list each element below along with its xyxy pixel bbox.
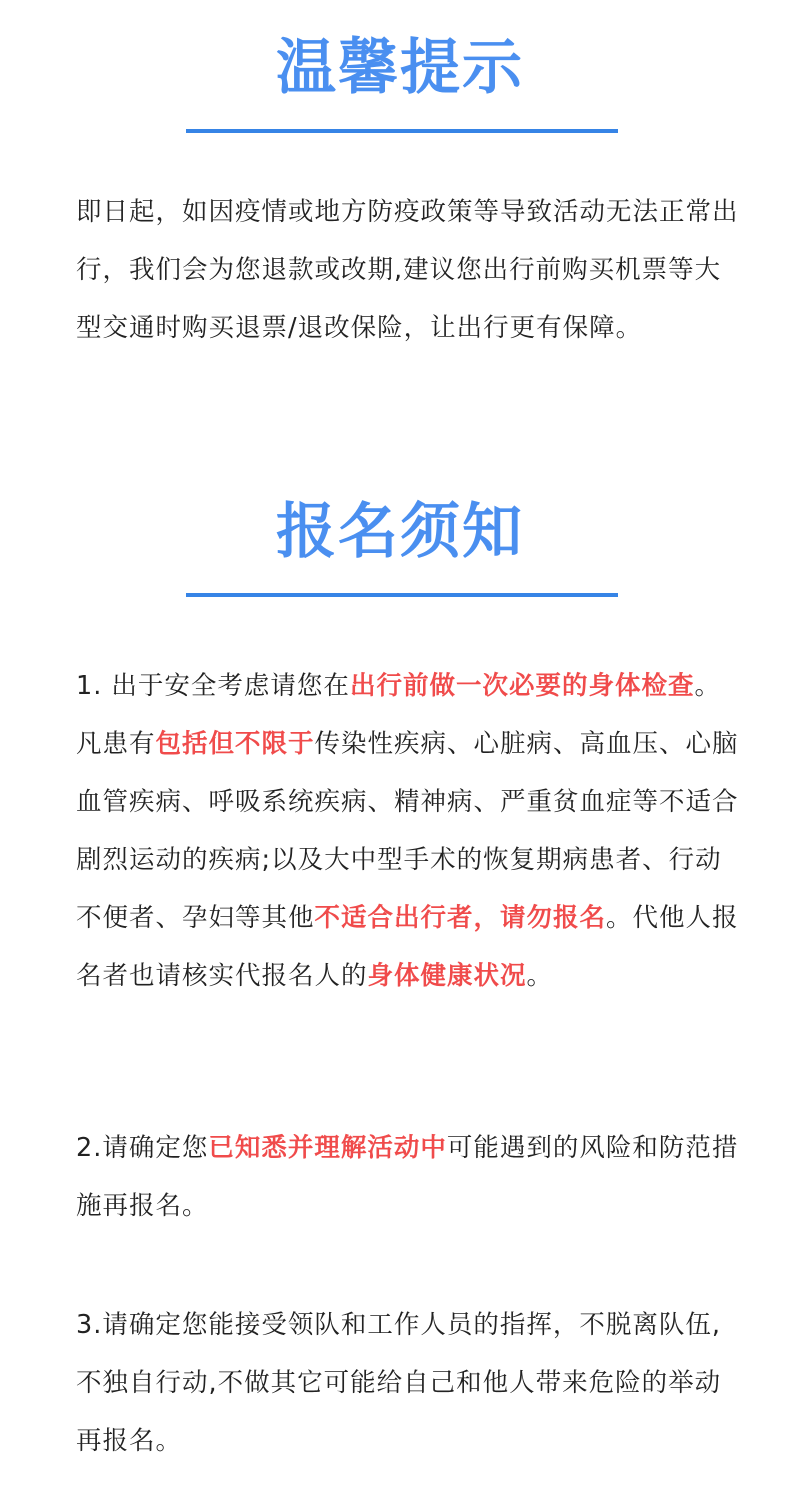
item-2-text-1: 2.请确定您 [76,1133,209,1163]
item-1-highlight-health-status: 身体健康状况 [367,961,527,991]
item-2-text-2: 可能遇到的风险和防范措施再报名。 [76,1133,739,1221]
item-2-highlight-risk-aware: 已知悉并理解活动中 [208,1133,447,1163]
notice-item-1 [76,657,744,1005]
notice-item-2 [76,1119,744,1235]
tips-divider [186,129,618,133]
item-1-text-2: 。凡患有 [76,671,721,759]
item-1-highlight-including: 包括但不限于 [155,729,315,759]
item-1-text-5: 。 [526,961,554,991]
tips-paragraph: 即日起，如因疫情或地方防疫政策等导致活动无法正常出行，我们会为您退款或改期,建议您出行前购买机票等大型交通时购买退票/退改保险，让出行更有保障。 [76,197,739,343]
notice-divider [186,593,618,597]
item-1-text-3: 传染性疾病、心脏病、高血压、心脑血管疾病、呼吸系统疾病、精神病、严重贫血症等不适合剧烈运动的疾病;以及大中型手术的恢复期病患者、行动不便者、孕妇等其他 [76,729,739,933]
item-1-text-4: 。代他人报名者也请核实代报名人的 [76,903,739,991]
notice-title: 报名须知 [276,497,524,567]
item-1-text-1: 1. 出于安全考虑请您在 [76,671,350,701]
item-1-highlight-body-check: 出行前做一次必要的身体检查 [349,671,695,701]
tips-title: 温馨提示 [276,33,524,103]
item-1-highlight-do-not-register: 不适合出行者，请勿报名 [314,903,607,933]
notice-item-3 [76,1296,744,1470]
item-3-text: 3.请确定您能接受领队和工作人员的指挥，不脱离队伍,不独自行动,不做其它可能给自己和他人带来危险的举动再报名。 [76,1310,722,1456]
